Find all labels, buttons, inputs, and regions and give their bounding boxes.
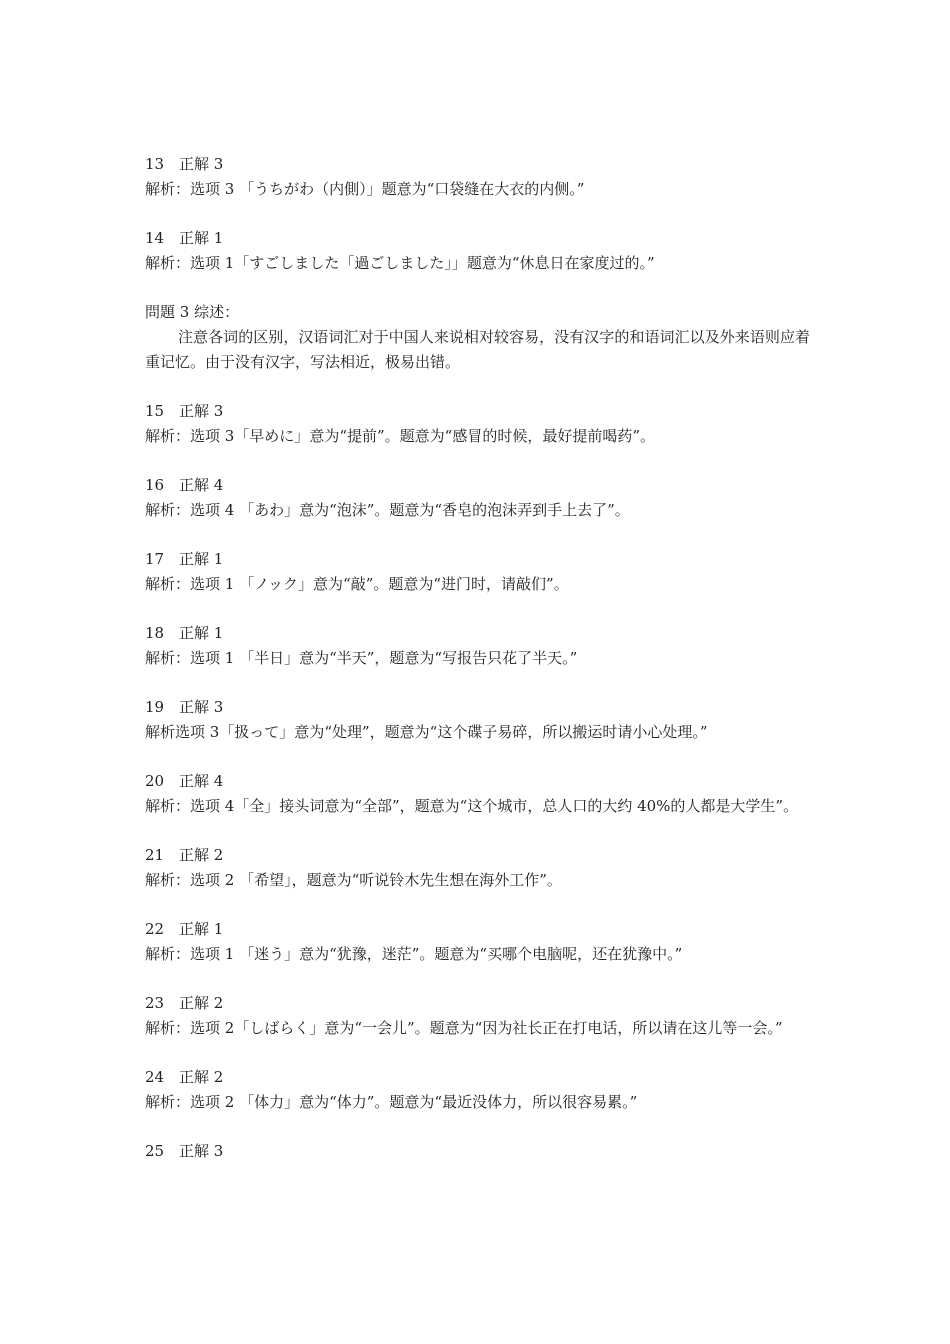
question-number: 16 <box>145 476 165 494</box>
correct-answer: 正解 3 <box>179 698 224 716</box>
answer-entry-22 <box>145 917 810 967</box>
explanation-text: 解析：选项 1 「ノック」意为“敲”。题意为“进门时，请敲们”。 <box>145 575 569 593</box>
answer-entry-13 <box>145 152 810 202</box>
section-summary <box>145 300 810 375</box>
correct-answer: 正解 3 <box>179 1142 224 1160</box>
answer-entry-15 <box>145 399 810 449</box>
answer-entry-20 <box>145 769 810 819</box>
answer-entry-14 <box>145 226 810 276</box>
summary-title: 問題 3 综述： <box>145 303 240 321</box>
entry-heading <box>145 1139 810 1164</box>
correct-answer: 正解 4 <box>179 772 224 790</box>
explanation-text: 解析：选项 3「早めに」意为“提前”。题意为“感冒的时候，最好提前喝药”。 <box>145 427 655 445</box>
explanation-text: 解析：选项 1「すごしました「過ごしました」」题意为“休息日在家度过的。” <box>145 254 655 272</box>
explanation-text: 解析：选项 4「全」接头词意为“全部”，题意为“这个城市，总人口的大约 40%的人都是大学生”。 <box>145 797 799 815</box>
answer-entry-18 <box>145 621 810 671</box>
answer-entry-16 <box>145 473 810 523</box>
entry-heading <box>145 473 810 498</box>
entry-heading <box>145 152 810 177</box>
summary-body: 注意各词的区别，汉语词汇对于中国人来说相对较容易，没有汉字的和语词汇以及外来语则应着重记忆。由于没有汉字，写法相近，极易出错。 <box>145 328 810 371</box>
answer-entry-17 <box>145 547 810 597</box>
correct-answer: 正解 2 <box>179 846 224 864</box>
question-number: 24 <box>145 1068 165 1086</box>
correct-answer: 正解 3 <box>179 155 224 173</box>
question-number: 21 <box>145 846 165 864</box>
question-number: 23 <box>145 994 165 1012</box>
explanation-text: 解析选项 3「扱って」意为“处理”，题意为“这个碟子易碎，所以搬运时请小心处理。” <box>145 723 708 741</box>
explanation-text: 解析：选项 3 「うちがわ（内側）」题意为“口袋缝在大衣的内侧。” <box>145 180 585 198</box>
entry-heading <box>145 621 810 646</box>
answer-entry-25 <box>145 1139 810 1164</box>
entry-heading <box>145 547 810 572</box>
correct-answer: 正解 2 <box>179 994 224 1012</box>
entry-heading <box>145 695 810 720</box>
question-number: 17 <box>145 550 165 568</box>
explanation-text: 解析：选项 2 「希望」，题意为“听说铃木先生想在海外工作”。 <box>145 871 562 889</box>
answer-entry-23 <box>145 991 810 1041</box>
explanation-text: 解析：选项 2「しばらく」意为“一会儿”。题意为“因为社长正在打电话，所以请在这儿等一会。” <box>145 1019 783 1037</box>
explanation-text: 解析：选项 1 「迷う」意为“犹豫，迷茫”。题意为“买哪个电脑呢，还在犹豫中。” <box>145 945 683 963</box>
question-number: 15 <box>145 402 165 420</box>
entry-heading <box>145 991 810 1016</box>
question-number: 18 <box>145 624 165 642</box>
correct-answer: 正解 1 <box>179 550 224 568</box>
entry-heading <box>145 226 810 251</box>
answer-entry-19 <box>145 695 810 745</box>
entry-heading <box>145 843 810 868</box>
question-number: 14 <box>145 229 165 247</box>
answer-entry-24 <box>145 1065 810 1115</box>
correct-answer: 正解 3 <box>179 402 224 420</box>
correct-answer: 正解 1 <box>179 920 224 938</box>
correct-answer: 正解 2 <box>179 1068 224 1086</box>
entry-heading <box>145 1065 810 1090</box>
question-number: 19 <box>145 698 165 716</box>
entry-heading <box>145 917 810 942</box>
answer-entry-21 <box>145 843 810 893</box>
question-number: 20 <box>145 772 165 790</box>
correct-answer: 正解 4 <box>179 476 224 494</box>
entry-heading <box>145 769 810 794</box>
explanation-text: 解析：选项 4 「あわ」意为“泡沫”。题意为“香皂的泡沫弄到手上去了”。 <box>145 501 630 519</box>
correct-answer: 正解 1 <box>179 229 224 247</box>
explanation-text: 解析：选项 2 「体力」意为“体力”。题意为“最近没体力，所以很容易累。” <box>145 1093 638 1111</box>
entry-heading <box>145 399 810 424</box>
document-page <box>145 152 810 1188</box>
explanation-text: 解析：选项 1 「半日」意为“半天”，题意为“写报告只花了半天。” <box>145 649 578 667</box>
correct-answer: 正解 1 <box>179 624 224 642</box>
question-number: 25 <box>145 1142 165 1160</box>
question-number: 22 <box>145 920 165 938</box>
question-number: 13 <box>145 155 165 173</box>
